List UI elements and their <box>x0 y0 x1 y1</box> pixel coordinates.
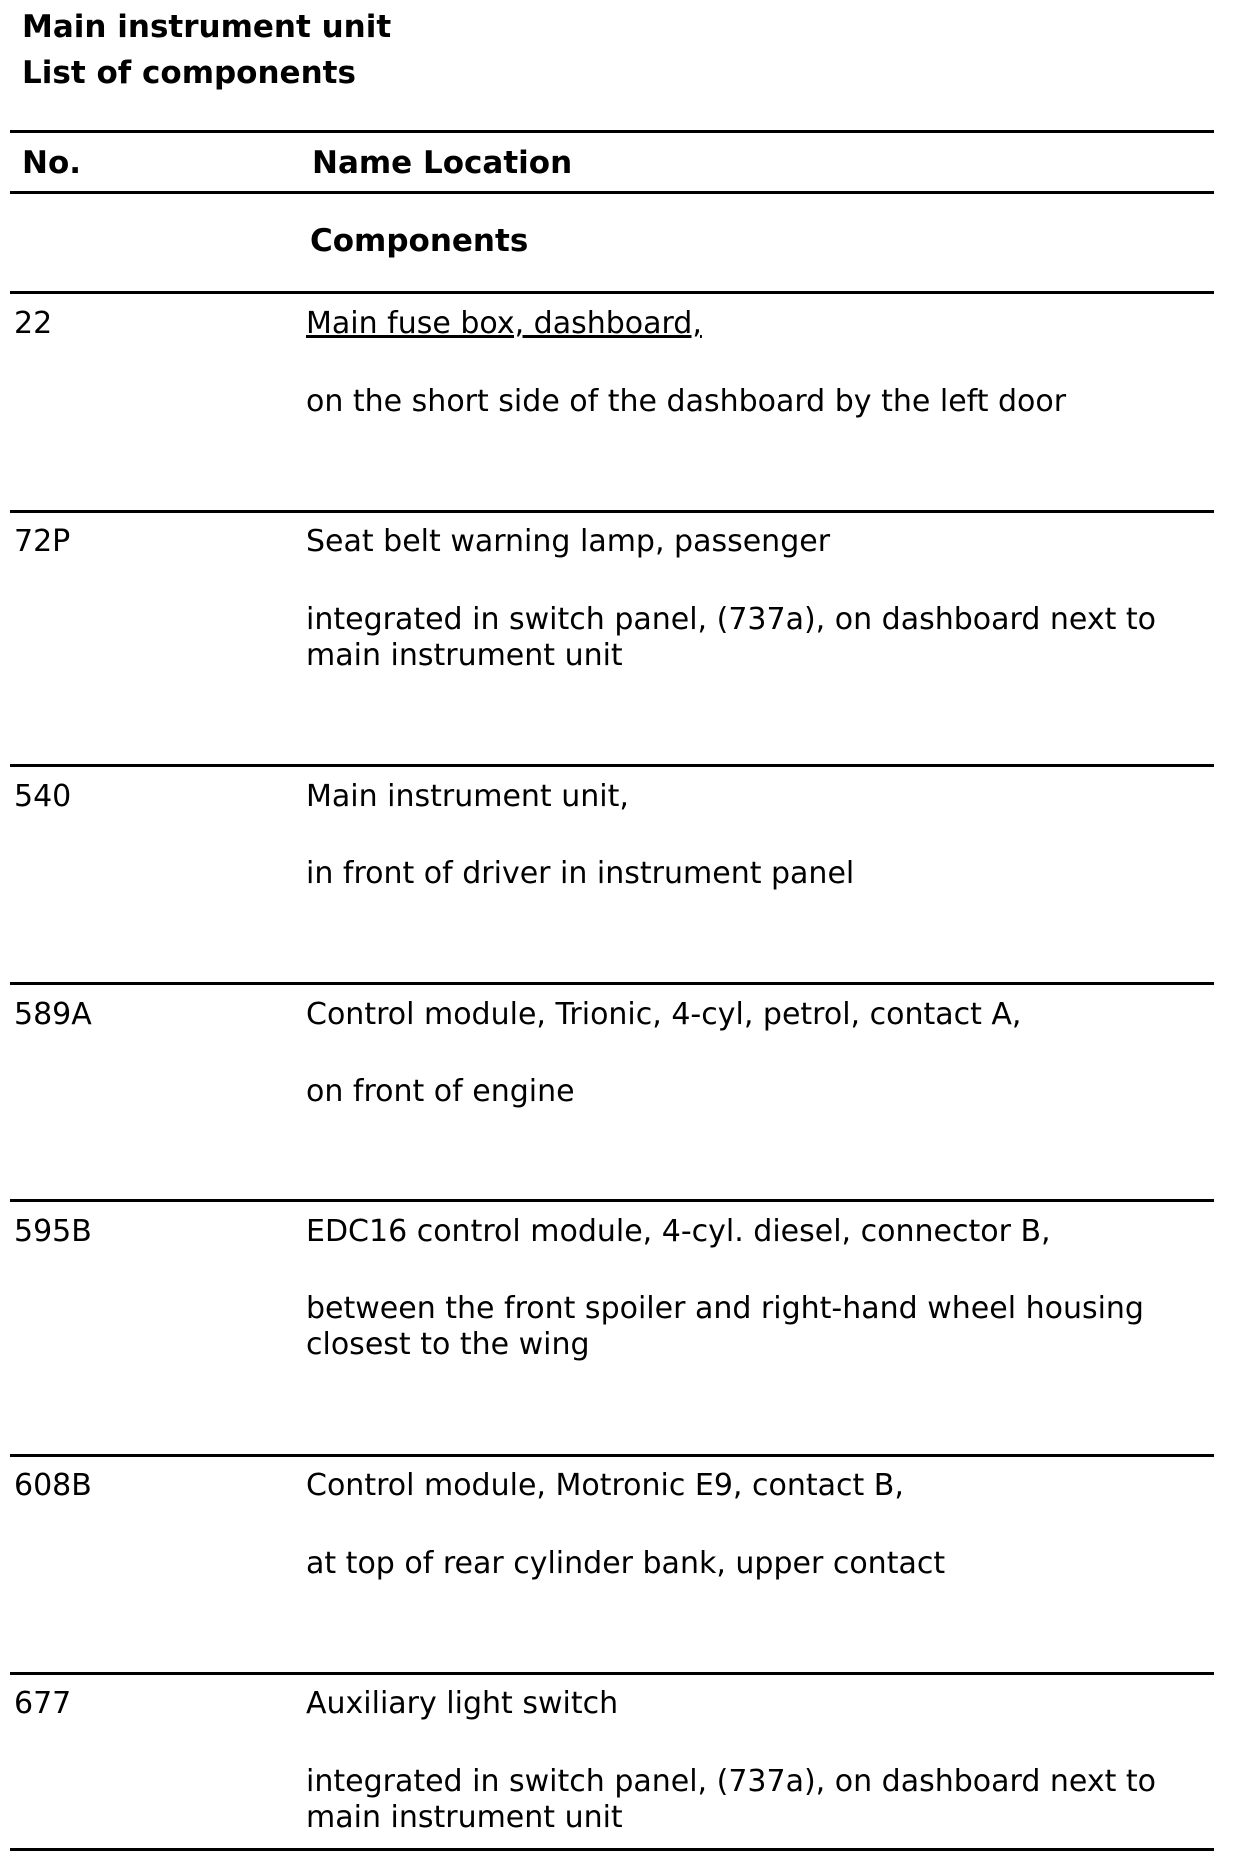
row-no: 72P <box>14 524 71 559</box>
row-location: integrated in switch panel, (737a), on dashboard next to main instrument unit <box>306 602 1157 673</box>
row-no: 595B <box>14 1214 92 1249</box>
row-name: Control module, Motronic E9, contact B, <box>306 1468 904 1503</box>
row-location: on front of engine <box>306 1074 575 1109</box>
row-rule <box>10 1199 1214 1202</box>
row-no: 677 <box>14 1686 72 1721</box>
row-rule <box>10 982 1214 985</box>
row-location: at top of rear cylinder bank, upper contact <box>306 1546 946 1581</box>
row-location: between the front spoiler and right-hand wheel housing closest to the wing <box>306 1291 1144 1362</box>
row-name: Main fuse box, dashboard, <box>306 306 702 341</box>
row-name: EDC16 control module, 4-cyl. diesel, connector B, <box>306 1214 1051 1249</box>
row-name: Auxiliary light switch <box>306 1686 619 1721</box>
row-location: integrated in switch panel, (737a), on dashboard next to main instrument unit <box>306 1764 1157 1835</box>
header-name-location: Name Location <box>312 145 573 181</box>
table-bottom-rule <box>10 1848 1214 1851</box>
row-no: 608B <box>14 1468 92 1503</box>
row-rule <box>10 291 1214 294</box>
row-location: in front of driver in instrument panel <box>306 856 855 891</box>
row-name: Main instrument unit, <box>306 779 629 814</box>
row-rule <box>10 1672 1214 1675</box>
row-rule <box>10 510 1214 513</box>
header-rule <box>10 191 1214 194</box>
row-location: on the short side of the dashboard by the left door <box>306 384 1067 419</box>
document-subtitle: List of components <box>22 55 356 91</box>
header-no: No. <box>22 145 82 181</box>
row-no: 540 <box>14 779 72 814</box>
section-label: Components <box>310 223 529 259</box>
document-title: Main instrument unit <box>22 9 392 45</box>
row-rule <box>10 764 1214 767</box>
row-no: 589A <box>14 997 92 1032</box>
table-top-rule <box>10 130 1214 133</box>
row-name: Seat belt warning lamp, passenger <box>306 524 831 559</box>
row-rule <box>10 1454 1214 1457</box>
row-no: 22 <box>14 306 53 341</box>
row-name: Control module, Trionic, 4-cyl, petrol, contact A, <box>306 997 1022 1032</box>
